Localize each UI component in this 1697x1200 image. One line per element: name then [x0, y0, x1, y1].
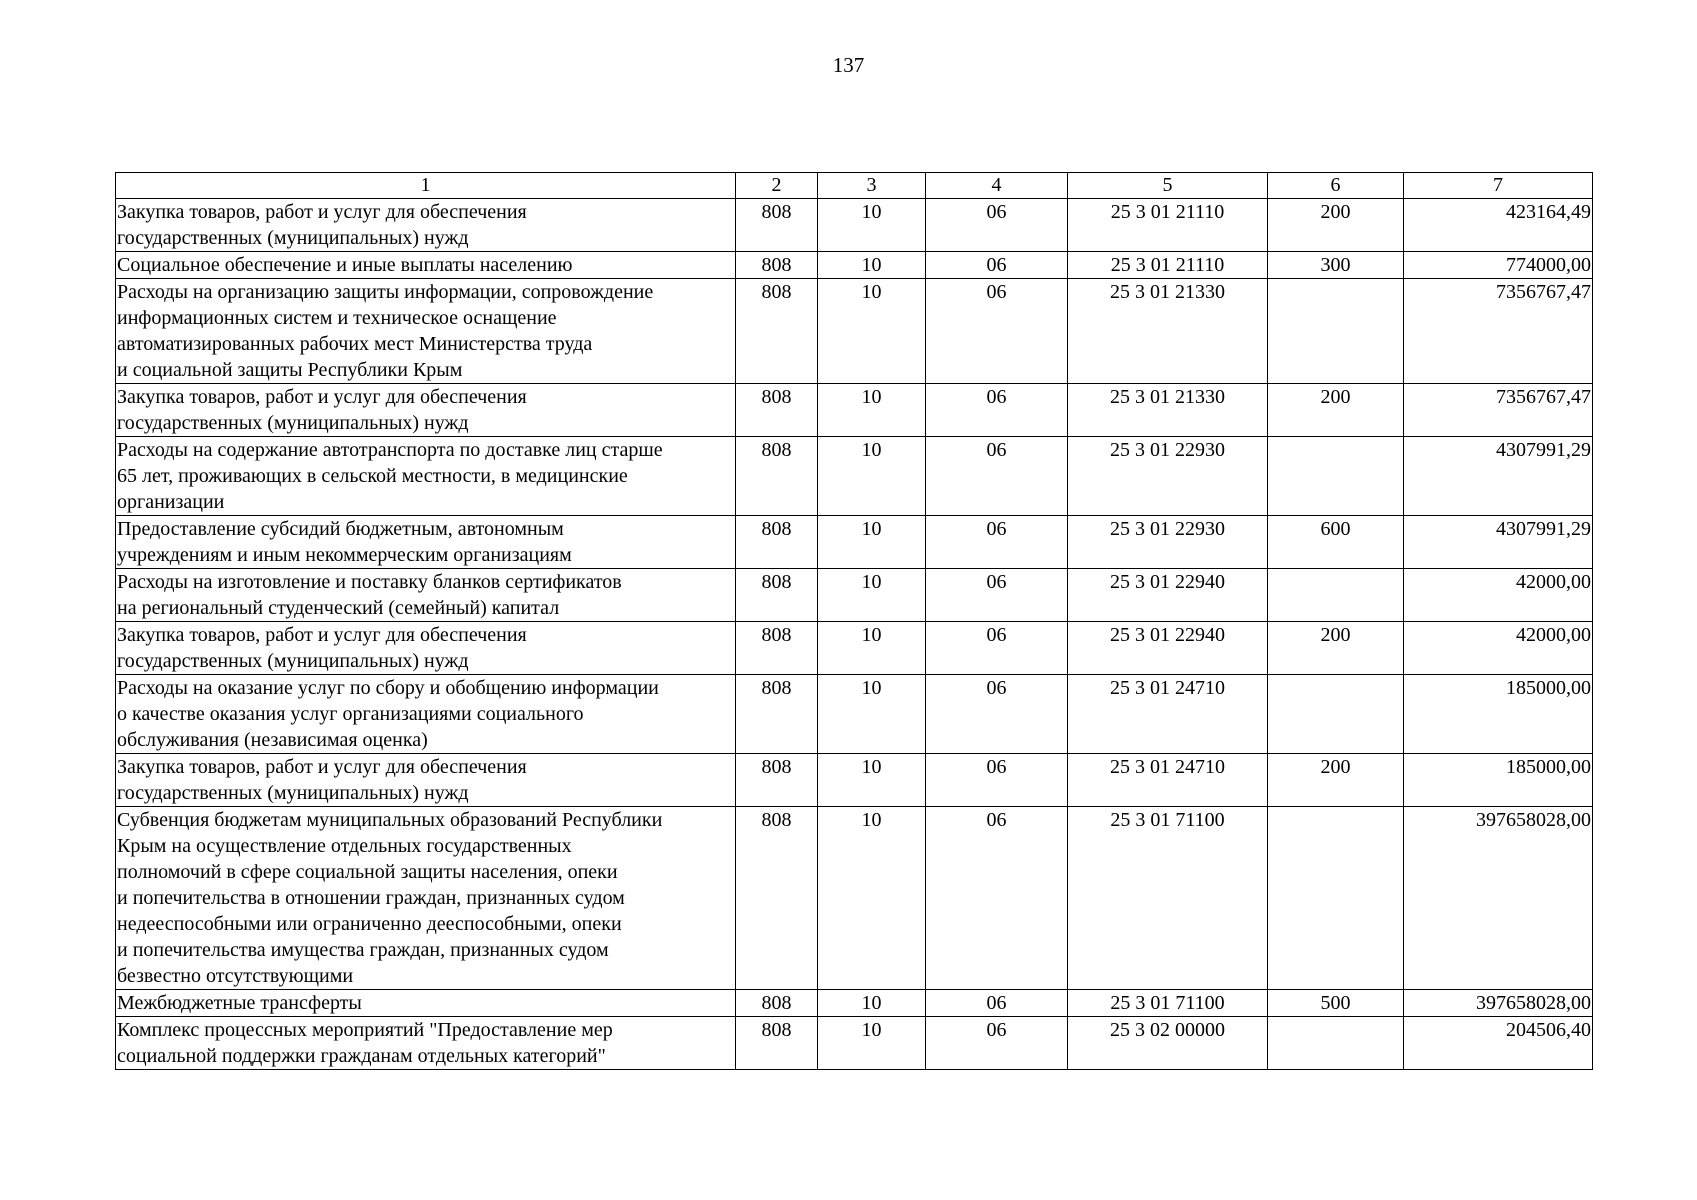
row-name-cell: Межбюджетные трансферты [116, 990, 736, 1017]
subsection-cell: 06 [926, 990, 1068, 1017]
row-name-cell: Предоставление субсидий бюджетным, автономным учреждениям и иным некоммерческим организациям [116, 516, 736, 569]
code-cell: 808 [736, 252, 818, 279]
amount-cell: 397658028,00 [1404, 990, 1593, 1017]
expense-type-cell [1268, 437, 1404, 516]
table-row [116, 252, 1593, 279]
page-number: 137 [832, 53, 865, 77]
subsection-cell: 06 [926, 437, 1068, 516]
section-cell: 10 [818, 252, 926, 279]
subsection-cell: 06 [926, 279, 1068, 384]
expense-type-cell [1268, 675, 1404, 754]
section-cell: 10 [818, 807, 926, 990]
expense-type-cell: 200 [1268, 199, 1404, 252]
section-cell: 10 [818, 516, 926, 569]
section-cell: 10 [818, 754, 926, 807]
code-cell: 808 [736, 1017, 818, 1070]
table-row [116, 990, 1593, 1017]
target-article-cell: 25 3 01 21110 [1068, 252, 1268, 279]
budget-table [115, 172, 1593, 1070]
subsection-cell: 06 [926, 199, 1068, 252]
section-cell: 10 [818, 675, 926, 754]
target-article-cell: 25 3 01 21110 [1068, 199, 1268, 252]
target-article-cell: 25 3 01 24710 [1068, 754, 1268, 807]
code-cell: 808 [736, 990, 818, 1017]
amount-cell: 42000,00 [1404, 622, 1593, 675]
target-article-cell: 25 3 01 71100 [1068, 807, 1268, 990]
code-cell: 808 [736, 675, 818, 754]
row-name-cell: Закупка товаров, работ и услуг для обеспечения государственных (муниципальных) нужд [116, 199, 736, 252]
amount-cell: 42000,00 [1404, 569, 1593, 622]
column-header: 3 [818, 173, 926, 199]
row-name-cell: Комплекс процессных мероприятий "Предоставление мер социальной поддержки гражданам отдельных категорий" [116, 1017, 736, 1070]
subsection-cell: 06 [926, 622, 1068, 675]
target-article-cell: 25 3 01 24710 [1068, 675, 1268, 754]
target-article-cell: 25 3 01 21330 [1068, 384, 1268, 437]
code-cell: 808 [736, 279, 818, 384]
table-row [116, 437, 1593, 516]
subsection-cell: 06 [926, 675, 1068, 754]
section-cell: 10 [818, 1017, 926, 1070]
row-name-cell: Расходы на изготовление и поставку бланков сертификатов на региональный студенческий (семейный) капитал [116, 569, 736, 622]
expense-type-cell: 200 [1268, 384, 1404, 437]
table-body [116, 199, 1593, 1070]
table-row [116, 199, 1593, 252]
table-row [116, 384, 1593, 437]
target-article-cell: 25 3 01 22930 [1068, 516, 1268, 569]
subsection-cell: 06 [926, 569, 1068, 622]
amount-cell: 4307991,29 [1404, 437, 1593, 516]
column-header: 4 [926, 173, 1068, 199]
row-name-cell: Субвенция бюджетам муниципальных образований Республики Крым на осуществление отдельных государственных полномочий в сфере социальной защиты населения, опеки и попечительства в отношении граждан, признанных судом недееспособными или ограниченно дееспособными, опеки и попечительства имущества граждан, признанных судом безвестно отсутствующими [116, 807, 736, 990]
subsection-cell: 06 [926, 384, 1068, 437]
code-cell: 808 [736, 437, 818, 516]
expense-type-cell [1268, 807, 1404, 990]
row-name-cell: Закупка товаров, работ и услуг для обеспечения государственных (муниципальных) нужд [116, 384, 736, 437]
target-article-cell: 25 3 02 00000 [1068, 1017, 1268, 1070]
table-row [116, 754, 1593, 807]
table-row [116, 569, 1593, 622]
expense-type-cell [1268, 279, 1404, 384]
code-cell: 808 [736, 384, 818, 437]
subsection-cell: 06 [926, 252, 1068, 279]
section-cell: 10 [818, 384, 926, 437]
section-cell: 10 [818, 199, 926, 252]
subsection-cell: 06 [926, 1017, 1068, 1070]
amount-cell: 185000,00 [1404, 675, 1593, 754]
column-header: 2 [736, 173, 818, 199]
section-cell: 10 [818, 279, 926, 384]
expense-type-cell: 500 [1268, 990, 1404, 1017]
code-cell: 808 [736, 516, 818, 569]
section-cell: 10 [818, 437, 926, 516]
subsection-cell: 06 [926, 754, 1068, 807]
row-name-cell: Социальное обеспечение и иные выплаты населению [116, 252, 736, 279]
section-cell: 10 [818, 569, 926, 622]
target-article-cell: 25 3 01 71100 [1068, 990, 1268, 1017]
amount-cell: 774000,00 [1404, 252, 1593, 279]
column-header: 5 [1068, 173, 1268, 199]
code-cell: 808 [736, 754, 818, 807]
column-header: 1 [116, 173, 736, 199]
expense-type-cell: 200 [1268, 622, 1404, 675]
header-row [116, 173, 1593, 199]
expense-type-cell [1268, 1017, 1404, 1070]
amount-cell: 423164,49 [1404, 199, 1593, 252]
amount-cell: 185000,00 [1404, 754, 1593, 807]
expense-type-cell [1268, 569, 1404, 622]
table-row [116, 279, 1593, 384]
subsection-cell: 06 [926, 807, 1068, 990]
table-row [116, 807, 1593, 990]
section-cell: 10 [818, 990, 926, 1017]
column-header: 7 [1404, 173, 1593, 199]
section-cell: 10 [818, 622, 926, 675]
subsection-cell: 06 [926, 516, 1068, 569]
table-row [116, 675, 1593, 754]
code-cell: 808 [736, 807, 818, 990]
amount-cell: 7356767,47 [1404, 384, 1593, 437]
target-article-cell: 25 3 01 22940 [1068, 622, 1268, 675]
expense-type-cell: 600 [1268, 516, 1404, 569]
code-cell: 808 [736, 569, 818, 622]
column-header: 6 [1268, 173, 1404, 199]
table-row [116, 516, 1593, 569]
table-row [116, 622, 1593, 675]
expense-type-cell: 300 [1268, 252, 1404, 279]
expense-type-cell: 200 [1268, 754, 1404, 807]
amount-cell: 397658028,00 [1404, 807, 1593, 990]
target-article-cell: 25 3 01 22940 [1068, 569, 1268, 622]
code-cell: 808 [736, 622, 818, 675]
amount-cell: 204506,40 [1404, 1017, 1593, 1070]
row-name-cell: Расходы на содержание автотранспорта по доставке лиц старше 65 лет, проживающих в сельской местности, в медицинские организации [116, 437, 736, 516]
target-article-cell: 25 3 01 21330 [1068, 279, 1268, 384]
table-row [116, 1017, 1593, 1070]
row-name-cell: Расходы на оказание услуг по сбору и обобщению информации о качестве оказания услуг организациями социального обслуживания (независимая оценка) [116, 675, 736, 754]
amount-cell: 4307991,29 [1404, 516, 1593, 569]
target-article-cell: 25 3 01 22930 [1068, 437, 1268, 516]
amount-cell: 7356767,47 [1404, 279, 1593, 384]
row-name-cell: Расходы на организацию защиты информации, сопровождение информационных систем и техническое оснащение автоматизированных рабочих мест Министерства труда и социальной защиты Республики Крым [116, 279, 736, 384]
row-name-cell: Закупка товаров, работ и услуг для обеспечения государственных (муниципальных) нужд [116, 622, 736, 675]
code-cell: 808 [736, 199, 818, 252]
row-name-cell: Закупка товаров, работ и услуг для обеспечения государственных (муниципальных) нужд [116, 754, 736, 807]
